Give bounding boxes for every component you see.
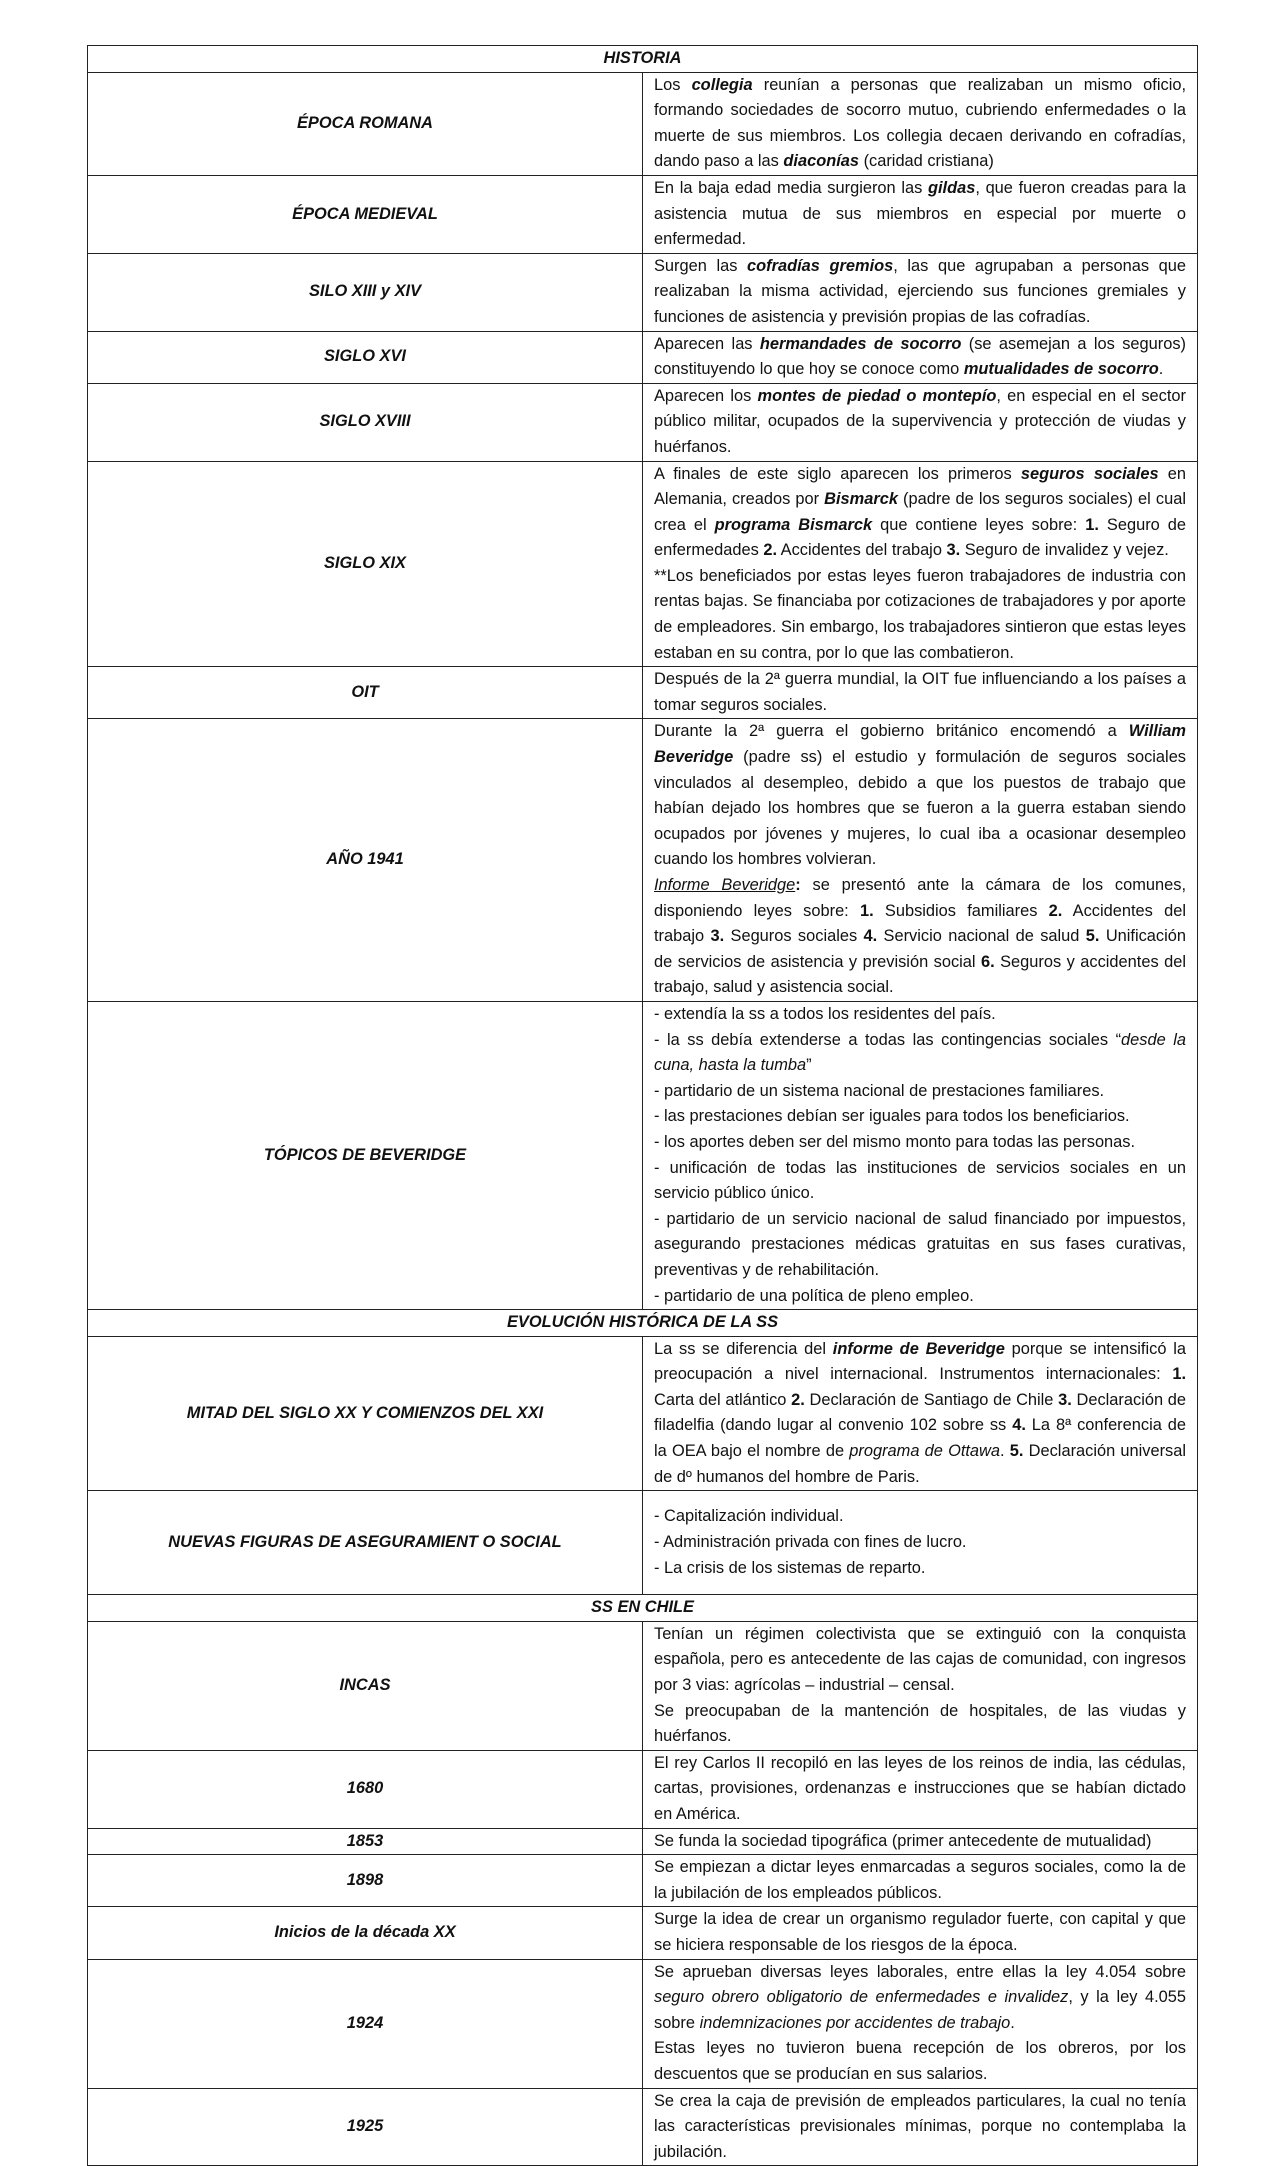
text-run: , y la ley 4.055 sobre bbox=[654, 1988, 1186, 2032]
text-run: gildas bbox=[927, 178, 976, 197]
row-content bbox=[643, 1855, 1198, 1907]
text-run: 1. bbox=[860, 901, 874, 920]
text-run: Seguros y accidentes del trabajo, salud y asistencia social. bbox=[654, 952, 1186, 997]
text-run: ” bbox=[806, 1056, 812, 1075]
text-run: 1. bbox=[1085, 515, 1099, 534]
text-run: 6. bbox=[981, 952, 995, 971]
text-run: Bismarck bbox=[824, 490, 898, 509]
text-run: La ss se diferencia del bbox=[654, 1339, 833, 1358]
table-row bbox=[88, 1621, 1198, 1750]
text-run: porque se intensificó la preocupación a nivel internacional. Instrumentos internacionales: bbox=[654, 1339, 1186, 1384]
content-paragraph bbox=[654, 1130, 1186, 1156]
text-run: William Beveridge bbox=[654, 722, 1186, 767]
text-run: seguros sociales bbox=[1020, 464, 1159, 483]
content-paragraph bbox=[654, 176, 1186, 253]
content-paragraph bbox=[654, 1156, 1186, 1207]
section-header-row bbox=[88, 1310, 1198, 1337]
text-run: Declaración de Santiago de Chile bbox=[804, 1390, 1059, 1409]
row-label: 1924 bbox=[88, 1959, 643, 2088]
table-row bbox=[88, 667, 1198, 719]
table-row bbox=[88, 1959, 1198, 2088]
table-row bbox=[88, 1907, 1198, 1959]
text-run: Tenían un régimen colectivista que se extinguió con la conquista española, pero es antecedente de las cajas de comunidad, con ingresos por 3 vias: agrícolas – industrial – censal. bbox=[654, 1624, 1186, 1695]
text-run: - partidario de un servicio nacional de salud financiado por impuestos, asegurando prestaciones médicas gratuitas en sus fases curativas, preventivas y de rehabilitación. bbox=[654, 1209, 1186, 1279]
row-content bbox=[643, 1750, 1198, 1828]
text-run: que contiene leyes sobre: bbox=[872, 515, 1086, 534]
text-run: 3. bbox=[710, 927, 725, 946]
content-paragraph bbox=[654, 2036, 1186, 2087]
text-run: 1. bbox=[1172, 1365, 1186, 1384]
text-run: - unificación de todas las instituciones de servicios sociales en un servicio público único. bbox=[654, 1158, 1186, 1203]
text-run: indemnizaciones por accidentes de trabajo bbox=[699, 2013, 1011, 2032]
section-title: HISTORIA bbox=[88, 46, 1198, 73]
content-paragraph bbox=[654, 719, 1186, 873]
text-run: Después de la 2ª guerra mundial, la OIT fue influenciando a los países a tomar seguros sociales. bbox=[654, 670, 1186, 714]
text-run: Los bbox=[654, 75, 692, 94]
text-run: En la baja edad media surgieron las bbox=[654, 178, 928, 197]
text-run: (padre de los seguros sociales) el cual crea el bbox=[654, 490, 1186, 534]
text-run: desde la cuna, hasta la tumba bbox=[654, 1030, 1186, 1075]
section-header-row bbox=[88, 46, 1198, 73]
text-run: Declaración universal de dº humanos del hombre de Paris. bbox=[654, 1442, 1187, 1486]
text-run: A finales de este siglo aparecen los primeros bbox=[654, 464, 1021, 483]
text-run: - Administración privada con fines de lucro. bbox=[654, 1532, 967, 1551]
content-paragraph bbox=[654, 1855, 1186, 1906]
content-paragraph bbox=[654, 1002, 1186, 1028]
content-paragraph bbox=[654, 1751, 1186, 1828]
text-run: 3. bbox=[1058, 1390, 1072, 1409]
row-label: MITAD DEL SIGLO XX Y COMIENZOS DEL XXI bbox=[88, 1336, 643, 1491]
table-row bbox=[88, 1491, 1198, 1595]
table-row bbox=[88, 331, 1198, 383]
row-content bbox=[643, 1959, 1198, 2088]
text-run: , en especial en el sector público militar, ocupados de la supervivencia y protección de viudas y huérfanos. bbox=[654, 386, 1186, 456]
row-label: OIT bbox=[88, 667, 643, 719]
text-run: **Los beneficiados por estas leyes fueron trabajadores de industria con rentas bajas. Se financiaba por cotizaciones de trabajadores y por aporte de empleadores. Sin embargo, los trabajadores sintieron que estas leyes estaban en su contra, por lo que las combatieron. bbox=[654, 566, 1186, 662]
text-run: seguro obrero obligatorio de enfermedades e invalidez bbox=[654, 1988, 1069, 2007]
content-paragraph bbox=[654, 564, 1186, 666]
content-paragraph bbox=[654, 1622, 1186, 1699]
row-content bbox=[643, 461, 1198, 667]
text-run: Estas leyes no tuvieron buena recepción de los obreros, por los descuentos que se producían en sus salarios. bbox=[654, 2039, 1186, 2083]
row-label: SIGLO XVIII bbox=[88, 383, 643, 461]
text-run: 5. bbox=[1009, 1442, 1024, 1461]
text-run: informe de Beveridge bbox=[832, 1339, 1005, 1358]
text-run: Informe Beveridge bbox=[654, 876, 796, 894]
text-run: se presentó ante la cámara de los comunes, disponiendo leyes sobre: bbox=[654, 876, 1186, 920]
row-label: SIGLO XIX bbox=[88, 461, 643, 667]
text-run: , que fueron creadas para la asistencia mutua de sus miembros en especial por muerte o enfermedad. bbox=[654, 178, 1186, 249]
section-header-row bbox=[88, 1595, 1198, 1622]
history-table bbox=[87, 45, 1198, 2166]
text-run: Accidentes del trabajo bbox=[777, 541, 947, 560]
table-row bbox=[88, 461, 1198, 667]
row-label: SIGLO XVI bbox=[88, 331, 643, 383]
content-paragraph bbox=[654, 1028, 1186, 1079]
table-row bbox=[88, 2088, 1198, 2166]
document-page bbox=[87, 45, 1198, 2166]
row-content bbox=[643, 1491, 1198, 1595]
text-run: Seguro de enfermedades bbox=[654, 515, 1186, 560]
text-run: programa de Ottawa bbox=[849, 1442, 1001, 1461]
row-label: 1680 bbox=[88, 1750, 643, 1828]
row-label: 1898 bbox=[88, 1855, 643, 1907]
table-row bbox=[88, 72, 1198, 175]
row-label: 1853 bbox=[88, 1828, 643, 1855]
text-run: Seguros sociales bbox=[724, 927, 864, 946]
text-run: Se preocupaban de la mantención de hospitales, de las viudas y huérfanos. bbox=[654, 1701, 1186, 1746]
row-content bbox=[643, 719, 1198, 1002]
text-run: collegia bbox=[691, 75, 753, 94]
text-run: 4. bbox=[1012, 1416, 1026, 1435]
section-title: EVOLUCIÓN HISTÓRICA DE LA SS bbox=[88, 1310, 1198, 1337]
row-label: TÓPICOS DE BEVERIDGE bbox=[88, 1001, 643, 1309]
text-run: 4. bbox=[863, 927, 878, 946]
text-run: La 8ª conferencia de la OEA bajo el nombre de bbox=[654, 1416, 1186, 1461]
text-run: hermandades de socorro bbox=[759, 334, 962, 353]
text-run: Surge la idea de crear un organismo regulador fuerte, con capital y que se hiciera responsable de los riesgos de la época. bbox=[654, 1910, 1186, 1954]
content-paragraph bbox=[654, 1284, 1186, 1310]
text-run: Aparecen las bbox=[654, 334, 760, 353]
row-content bbox=[643, 1001, 1198, 1309]
text-run: (caridad cristiana) bbox=[859, 152, 994, 171]
text-run: - Capitalización individual. bbox=[654, 1507, 844, 1526]
text-run: - los aportes deben ser del mismo monto para todas las personas. bbox=[654, 1132, 1136, 1151]
history-table-body bbox=[88, 46, 1198, 2166]
row-label: ÉPOCA ROMANA bbox=[88, 72, 643, 175]
text-run: 3. bbox=[946, 541, 961, 560]
text-run: en Alemania, creados por bbox=[654, 464, 1186, 509]
text-run: Se crea la caja de previsión de empleados particulares, la cual no tenía las características previsionales mínimas, porque no contemplaba la jubilación. bbox=[654, 2091, 1186, 2161]
row-content bbox=[643, 1336, 1198, 1491]
content-paragraph bbox=[654, 1699, 1186, 1750]
text-run: El rey Carlos II recopiló en las leyes de los reinos de india, las cédulas, cartas, provisiones, ordenanzas e instrucciones que se habían dictado en América. bbox=[654, 1753, 1186, 1823]
content-paragraph bbox=[654, 332, 1186, 383]
text-run: Accidentes del trabajo bbox=[654, 901, 1186, 946]
table-row bbox=[88, 383, 1198, 461]
content-paragraph bbox=[654, 1829, 1186, 1855]
text-run: programa Bismarck bbox=[714, 515, 873, 534]
text-run: Subsidios familiares bbox=[873, 901, 1049, 920]
row-content bbox=[643, 1621, 1198, 1750]
content-paragraph bbox=[654, 73, 1186, 175]
content-paragraph bbox=[654, 462, 1186, 564]
text-run: Se aprueban diversas leyes laborales, entre ellas la ley 4.054 sobre bbox=[654, 1962, 1186, 1981]
text-run: (padre ss) el estudio y formulación de seguros sociales vinculados al desempleo, debido a que los puestos de trabajo que habían dejado los hombres que se fueron a la guerra estaban siendo ocupados por jóvenes y mujeres, lo cual iba a ocasionar desempleo cuando los hombres volvieran. bbox=[654, 748, 1186, 869]
text-run: . bbox=[1000, 1442, 1010, 1461]
row-content bbox=[643, 331, 1198, 383]
text-run: - extendía la ss a todos los residentes del país. bbox=[654, 1004, 996, 1023]
row-label: ÉPOCA MEDIEVAL bbox=[88, 175, 643, 253]
table-row bbox=[88, 1336, 1198, 1491]
content-paragraph bbox=[654, 254, 1186, 331]
content-paragraph bbox=[654, 1337, 1186, 1491]
text-run: Aparecen los bbox=[654, 386, 758, 405]
row-label: Inicios de la década XX bbox=[88, 1907, 643, 1959]
text-run: - partidario de un sistema nacional de prestaciones familiares. bbox=[654, 1081, 1105, 1100]
text-run: : bbox=[795, 876, 801, 894]
text-run: , las que agrupaban a personas que realizaban la misma actividad, ejerciendo sus funciones gremiales y funciones de asistencia y previsión propias de las cofradías. bbox=[654, 256, 1186, 326]
text-run: 2. bbox=[791, 1390, 805, 1409]
text-run: diaconías bbox=[783, 152, 860, 171]
table-row bbox=[88, 253, 1198, 331]
text-run: . bbox=[1158, 360, 1164, 379]
text-run: - la ss debía extenderse a todas las contingencias sociales “ bbox=[654, 1030, 1122, 1049]
text-run: Durante la 2ª guerra el gobierno británico encomendó a bbox=[654, 722, 1129, 741]
text-run: Surgen las bbox=[654, 256, 748, 275]
table-row bbox=[88, 1001, 1198, 1309]
row-content bbox=[643, 383, 1198, 461]
text-run: Se empiezan a dictar leyes enmarcadas a seguros sociales, como la de la jubilación de los empleados públicos. bbox=[654, 1858, 1186, 1902]
row-content bbox=[643, 2088, 1198, 2166]
text-run: cofradías gremios bbox=[747, 256, 894, 275]
row-label: NUEVAS FIGURAS DE ASEGURAMIENT O SOCIAL bbox=[88, 1491, 643, 1595]
text-run: mutualidades de socorro bbox=[963, 360, 1159, 379]
section-title: SS EN CHILE bbox=[88, 1595, 1198, 1622]
text-run: - las prestaciones debían ser iguales para todos los beneficiarios. bbox=[654, 1107, 1130, 1126]
row-label: INCAS bbox=[88, 1621, 643, 1750]
content-paragraph bbox=[654, 1079, 1186, 1105]
table-row bbox=[88, 1855, 1198, 1907]
content-paragraph bbox=[654, 873, 1186, 1001]
row-content bbox=[643, 253, 1198, 331]
content-paragraph bbox=[654, 1530, 1186, 1556]
content-paragraph bbox=[654, 1504, 1186, 1530]
row-content bbox=[643, 1907, 1198, 1959]
text-run: montes de piedad o montepío bbox=[757, 386, 997, 405]
content-paragraph bbox=[654, 1960, 1186, 2037]
text-run: Se funda la sociedad tipográfica (primer antecedente de mutualidad) bbox=[654, 1831, 1152, 1850]
content-paragraph bbox=[654, 2089, 1186, 2166]
row-label: SILO XIII y XIV bbox=[88, 253, 643, 331]
content-paragraph bbox=[654, 1207, 1186, 1284]
content-paragraph bbox=[654, 667, 1186, 718]
text-run: Servicio nacional de salud bbox=[877, 927, 1086, 946]
text-run: (se asemejan a los seguros) constituyendo lo que hoy se conoce como bbox=[654, 334, 1186, 379]
text-run: . bbox=[1010, 2013, 1015, 2032]
text-run: 2. bbox=[763, 541, 778, 560]
table-row bbox=[88, 1750, 1198, 1828]
table-row bbox=[88, 719, 1198, 1002]
table-row bbox=[88, 1828, 1198, 1855]
text-run: reunían a personas que realizaban un mismo oficio, formando sociedades de socorro mutuo, cubriendo enfermedades o la muerte de sus miembros. Los collegia decaen derivando en cofradías, dando paso a las bbox=[654, 75, 1187, 171]
row-label: 1925 bbox=[88, 2088, 643, 2166]
row-content bbox=[643, 72, 1198, 175]
text-run: Seguro de invalidez y vejez. bbox=[960, 541, 1169, 560]
text-run: Declaración de filadelfia (dando lugar al convenio 102 sobre ss bbox=[654, 1390, 1187, 1435]
content-paragraph bbox=[654, 1907, 1186, 1958]
text-run: Carta del atlántico bbox=[654, 1390, 792, 1409]
row-content bbox=[643, 667, 1198, 719]
row-content bbox=[643, 175, 1198, 253]
content-paragraph bbox=[654, 1556, 1186, 1582]
text-run: - La crisis de los sistemas de reparto. bbox=[654, 1558, 926, 1577]
row-label: AÑO 1941 bbox=[88, 719, 643, 1002]
table-row bbox=[88, 175, 1198, 253]
text-run: - partidario de una política de pleno empleo. bbox=[654, 1286, 974, 1305]
text-run: 5. bbox=[1085, 927, 1100, 946]
row-content bbox=[643, 1828, 1198, 1855]
content-paragraph bbox=[654, 384, 1186, 461]
content-paragraph bbox=[654, 1104, 1186, 1130]
text-run: Unificación de servicios de asistencia y previsión social bbox=[654, 927, 1186, 971]
text-run: 2. bbox=[1048, 901, 1063, 920]
